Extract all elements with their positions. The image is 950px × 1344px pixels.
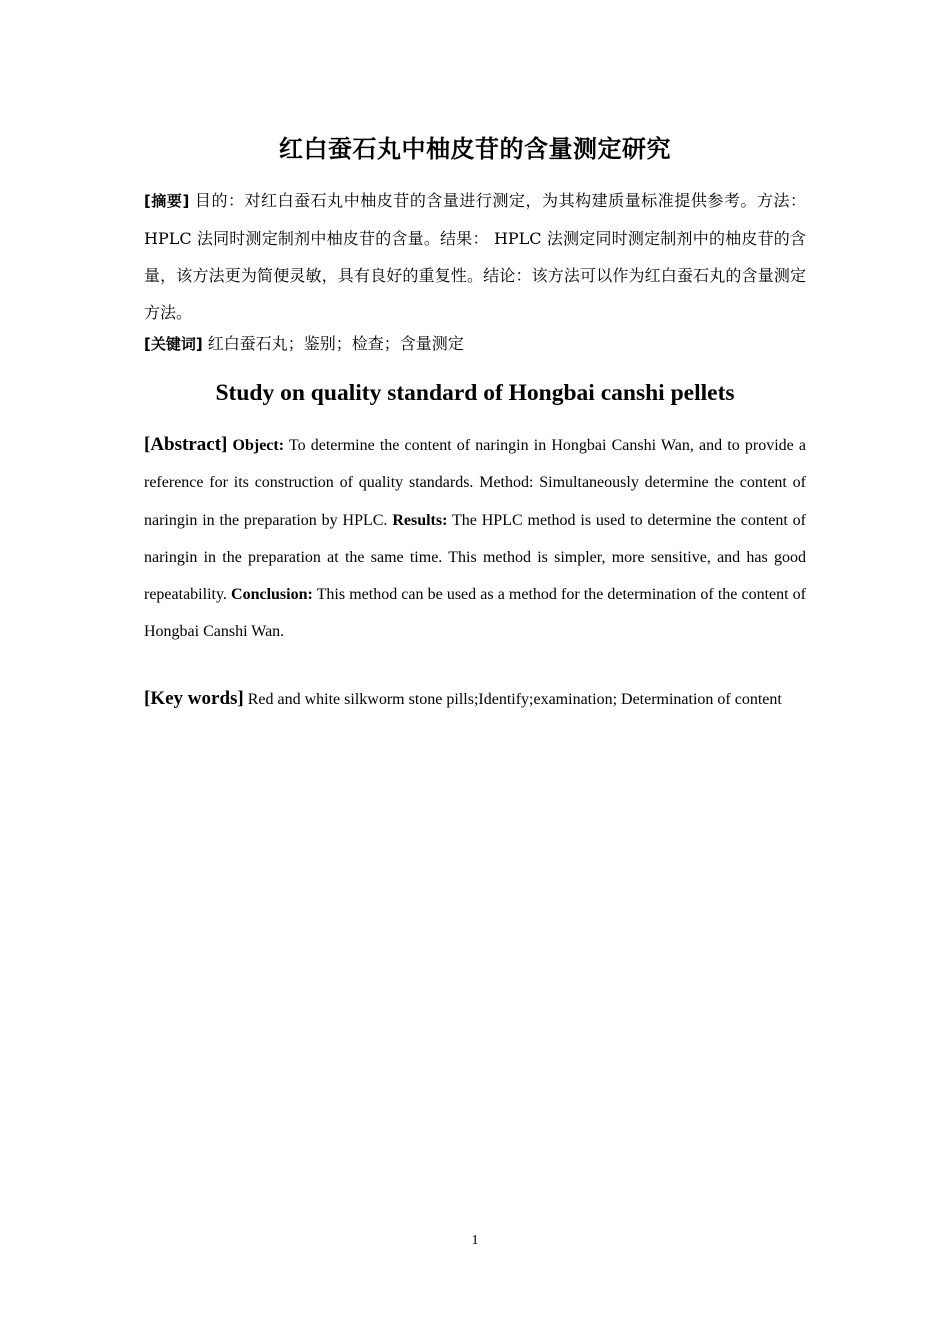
results-text: The HPLC method is used to determine the content of naringin in the preparation at the same time. This method is simpler, more sensitive, and has good repeatability. bbox=[144, 511, 807, 604]
chinese-abstract-text: 目的：对红白蚕石丸中柚皮苷的含量进行测定，为其构建质量标准提供参考。方法：HPLC 法同时测定制剂中柚皮苷的含量。结果： HPLC 法测定同时测定制剂中的柚皮苷的含量，该方法更为简便灵敏，具有良好的重复性。结论：该方法可以作为红白蚕石丸的含量测定方法。 bbox=[144, 191, 806, 322]
object-label: Object: bbox=[232, 437, 285, 454]
english-keywords bbox=[144, 680, 806, 718]
conclusion-text: This method can be used as a method for the determination of the content of Hongbai Canshi Wan. bbox=[144, 586, 807, 641]
chinese-keywords-text: 红白蚕石丸；鉴别；检查；含量测定 bbox=[202, 334, 464, 353]
chinese-abstract bbox=[144, 182, 806, 331]
english-title: Study on quality standard of Hongbai canshi pellets bbox=[215, 380, 735, 406]
conclusion-label: Conclusion: bbox=[231, 586, 313, 604]
page-number: 1 bbox=[471, 1233, 479, 1248]
english-keywords-text: Red and white silkworm stone pills;Identify;examination; Determination of content bbox=[243, 691, 782, 708]
english-abstract-label: [Abstract] bbox=[144, 434, 228, 455]
english-abstract bbox=[144, 426, 806, 651]
results-label: Results: bbox=[392, 511, 448, 529]
chinese-title: 红白蚕石丸中柚皮苷的含量测定研究 bbox=[279, 135, 671, 163]
english-keywords-label: [Key words] bbox=[144, 688, 244, 709]
chinese-abstract-label: [摘要] bbox=[144, 192, 190, 210]
object-text: To determine the content of naringin in Hongbai Canshi Wan, and to provide a reference for its construction of quality standards. Method: Simultaneously determine the content of naringin in the preparation by HPLC. bbox=[144, 437, 806, 529]
chinese-keywords-label: [关键词] bbox=[144, 335, 203, 353]
chinese-keywords bbox=[144, 330, 806, 358]
